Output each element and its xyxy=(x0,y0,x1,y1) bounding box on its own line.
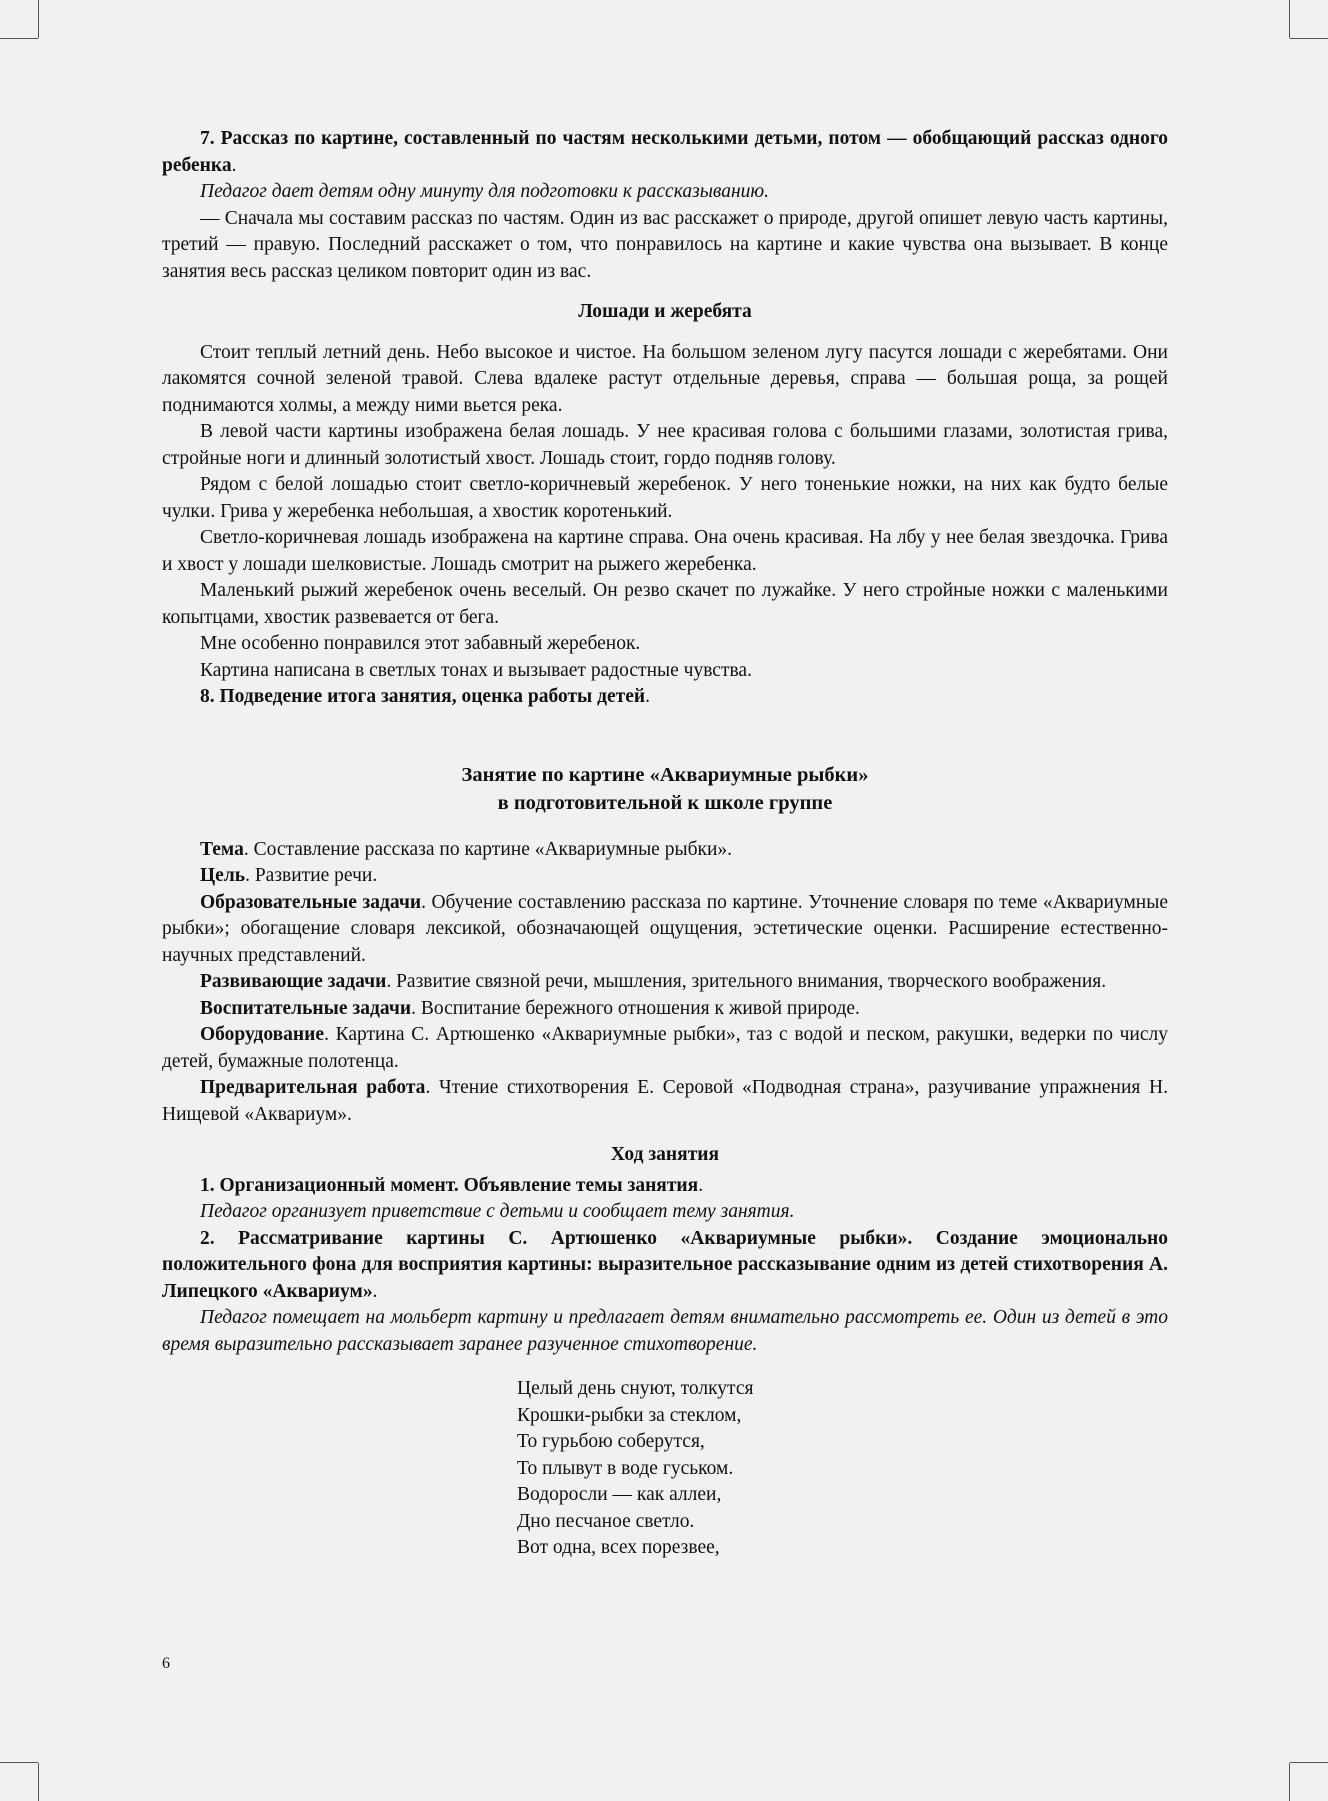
equipment-label: Оборудование xyxy=(200,1024,325,1045)
page-content xyxy=(162,126,1168,1562)
poem-line: То гурьбою соберутся, xyxy=(517,1431,705,1452)
lesson-theme xyxy=(162,837,1168,864)
lesson-edu-tasks xyxy=(162,890,1168,970)
prep-work-label: Предварительная работа xyxy=(200,1077,426,1098)
theme-text: . Составление рассказа по картине «Аквариумные рыбки». xyxy=(243,838,733,860)
lesson-prep-work xyxy=(162,1075,1168,1128)
story-paragraph: Мне особенно понравился этот забавный жеребенок. xyxy=(200,633,641,654)
story-paragraph: В левой части картины изображена белая лошадь. У нее красивая голова с большими глазами, золотистая грива, стройные ноги и длинный золотистый хвост. Лошадь стоит, гордо подняв голову. xyxy=(162,421,1168,469)
poem-line: Целый день снуют, толкутся xyxy=(517,1378,754,1399)
lesson-goal xyxy=(162,863,1168,890)
crop-mark xyxy=(38,0,39,38)
equipment-text: . Картина С. Артюшенко «Аквариумные рыбки», таз с водой и песком, ракушки, ведерки по числу детей, бумажные полотенца. xyxy=(162,1024,1168,1072)
story-paragraph: Маленький рыжий жеребенок очень веселый. Он резво скачет по лужайке. У него стройные ножки с маленькими копытцами, хвостик развевается от бега. xyxy=(162,580,1168,628)
prep-work-text: . Чтение стихотворения Е. Серовой «Подводная страна», разучивание упражнения Н. Нищевой «Аквариум». xyxy=(162,1077,1168,1125)
dev-tasks-label: Развивающие задачи xyxy=(200,971,387,992)
poem xyxy=(517,1376,1168,1562)
course-note-2: Педагог помещает на мольберт картину и предлагает детям внимательно рассмотреть ее. Один из детей в это время выразительно рассказывает заранее разученное стихотворение. xyxy=(162,1307,1168,1355)
dev-tasks-text: . Развитие связной речи, мышления, зрительного внимания, творческого воображения. xyxy=(386,971,1107,992)
lesson-vos-tasks xyxy=(162,996,1168,1023)
story-paragraph: Рядом с белой лошадью стоит светло-коричневый жеребенок. У него тоненькие ножки, на них как будто белые чулки. Грива у жеребенка небольшая, а хвостик коротенький. xyxy=(162,474,1168,522)
theme-label: Тема xyxy=(200,838,244,860)
crop-mark xyxy=(0,38,38,39)
crop-mark xyxy=(38,1763,39,1801)
lesson-equipment xyxy=(162,1022,1168,1075)
step-7-paragraph: 7. Рассказ по картине, составленный по частям несколькими детьми, потом — обобщающий рассказ одного ребенка. xyxy=(162,128,1168,176)
edu-tasks-text: . Обучение составлению рассказа по картине. Уточнение словаря по теме «Аквариумные рыбки»; обогащение словаря лексикой, обозначающей ощущения, эстетические оценки. Расширение естественно-научных представлений. xyxy=(162,891,1168,966)
story-paragraph: Картина написана в светлых тонах и вызывает радостные чувства. xyxy=(200,659,752,681)
crop-mark xyxy=(1290,1762,1328,1763)
poem-line: Крошки-рыбки за стеклом, xyxy=(517,1404,742,1426)
vos-tasks-text: . Воспитание бережного отношения к живой природе. xyxy=(411,997,860,1019)
course-step-2: 2. Рассматривание картины С. Артюшенко «Аквариумные рыбки». Создание эмоционально положительного фона для восприятия картины: выразительное рассказывание одним из детей стихотворения А. Липецкого «Аквариум». xyxy=(162,1227,1168,1302)
poem-line: Вот одна, всех порезвее, xyxy=(517,1537,720,1558)
crop-mark xyxy=(0,1762,38,1763)
poem-line: Дно песчаное светло. xyxy=(517,1510,695,1532)
course-note-1: Педагог организует приветствие с детьми и сообщает тему занятия. xyxy=(200,1201,795,1222)
story-paragraph: Светло-коричневая лошадь изображена на картине справа. Она очень красивая. На лбу у нее белая звездочка. Грива и хвост у лошади шелковистые. Лошадь смотрит на рыжего жеребенка. xyxy=(162,527,1168,575)
step-8-paragraph: 8. Подведение итога занятия, оценка работы детей. xyxy=(200,686,651,707)
course-step-1: 1. Организационный момент. Объявление темы занятия. xyxy=(200,1174,704,1196)
story-paragraph: Стоит теплый летний день. Небо высокое и чистое. На большом зеленом лугу пасутся лошади с жеребятами. Они лакомятся сочной зеленой травой. Слева вдалеке растут отдельные деревья, справа — большая роща, за рощей поднимаются холмы, а между ними вьется река. xyxy=(162,341,1168,416)
teacher-note: Педагог дает детям одну минуту для подготовки к рассказыванию. xyxy=(200,181,770,202)
step-7-heading: 7. Рассказ по картине, составленный по частям несколькими детьми, потом — обобщающий рассказ одного ребенка xyxy=(162,128,1168,176)
story-title: Лошади и жеребята xyxy=(578,301,752,322)
crop-mark xyxy=(1289,1763,1290,1801)
crop-mark xyxy=(1289,0,1290,38)
goal-label: Цель xyxy=(200,865,246,886)
poem-line: То плывут в воде гуськом. xyxy=(517,1457,734,1479)
course-step-2-heading: 2. Рассматривание картины С. Артюшенко «Аквариумные рыбки». Создание эмоционально положительного фона для восприятия картины: выразительное рассказывание одним из детей стихотворения А. Липецкого «Аквариум» xyxy=(162,1227,1168,1302)
edu-tasks-label: Образовательные задачи xyxy=(200,891,422,913)
vos-tasks-label: Воспитательные задачи xyxy=(200,997,412,1019)
step-8-heading: 8. Подведение итога занятия, оценка работы детей xyxy=(200,686,646,707)
teacher-speech: — Сначала мы составим рассказ по частям. Один из вас расскажет о природе, другой опишет левую часть картины, третий — правую. Последний расскажет о том, что понравилось на картине и какие чувства она вызывает. В конце занятия весь рассказ целиком повторит один из вас. xyxy=(162,207,1168,282)
lesson-title-line-2: в подготовительной к школе группе xyxy=(497,791,833,814)
crop-mark xyxy=(1290,38,1328,39)
page-number: 6 xyxy=(162,1655,170,1672)
course-title: Ход занятия xyxy=(610,1144,720,1165)
poem-line: Водоросли — как аллеи, xyxy=(517,1484,722,1505)
lesson-title-line-1: Занятие по картине «Аквариумные рыбки» xyxy=(461,763,869,786)
course-step-1-heading: 1. Организационный момент. Объявление темы занятия xyxy=(200,1174,699,1196)
lesson-dev-tasks xyxy=(162,969,1168,996)
goal-text: . Развитие речи. xyxy=(245,865,378,886)
